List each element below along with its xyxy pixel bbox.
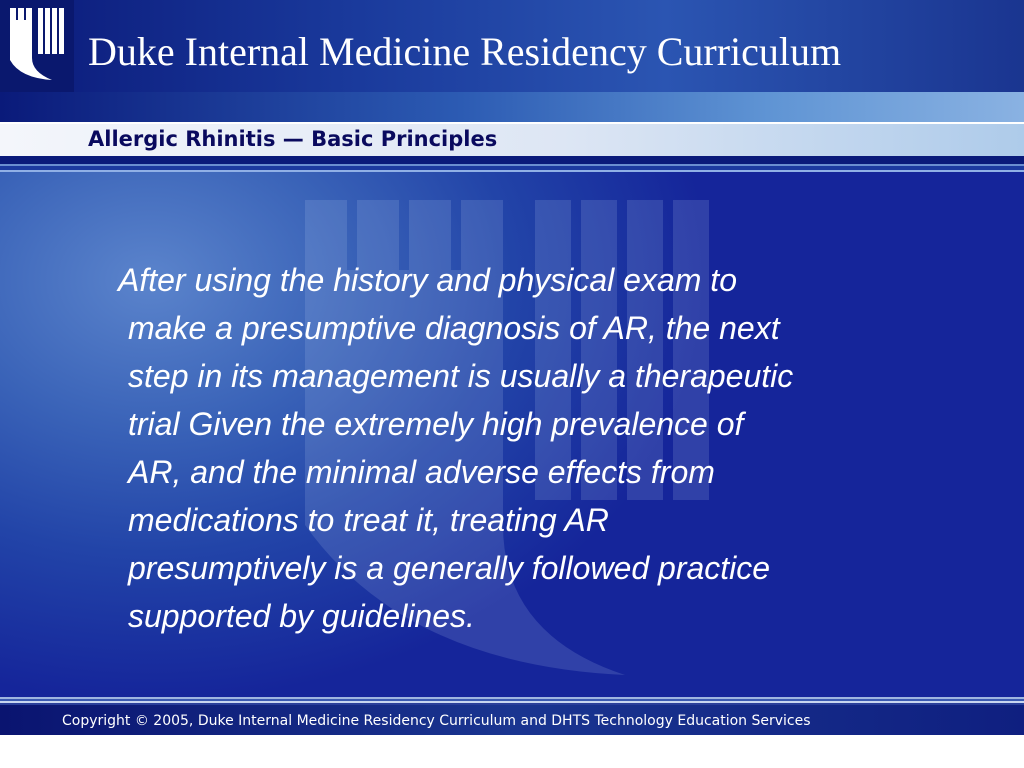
body-line: make a presumptive diagnosis of AR, the next: [128, 310, 780, 346]
body-line: step in its management is usually a therapeutic: [128, 358, 794, 394]
copyright-text: Copyright © 2005, Duke Internal Medicine Residency Curriculum and DHTS Technology Education Services: [62, 713, 811, 729]
footer-divider: [0, 697, 1024, 705]
slide-subtitle: Allergic Rhinitis — Basic Principles: [88, 127, 498, 151]
body-line: supported by guidelines.: [128, 598, 475, 634]
body-line: trial Given the extremely high prevalence of: [128, 406, 744, 442]
logo-container: [0, 0, 74, 92]
duke-shield-logo-icon: [8, 6, 66, 86]
body-line: After using the history and physical exam to: [118, 262, 737, 298]
divider: [0, 170, 1024, 172]
page-title: Duke Internal Medicine Residency Curriculum: [88, 29, 842, 74]
body-paragraph: [118, 256, 978, 640]
body-line: AR, and the minimal adverse effects from: [128, 454, 715, 490]
header-bar: [0, 0, 1024, 92]
divider: [0, 156, 1024, 164]
decorative-stripe: [0, 92, 1024, 122]
body-line: medications to treat it, treating AR: [128, 502, 609, 538]
body-line: presumptively is a generally followed practice: [128, 550, 771, 586]
